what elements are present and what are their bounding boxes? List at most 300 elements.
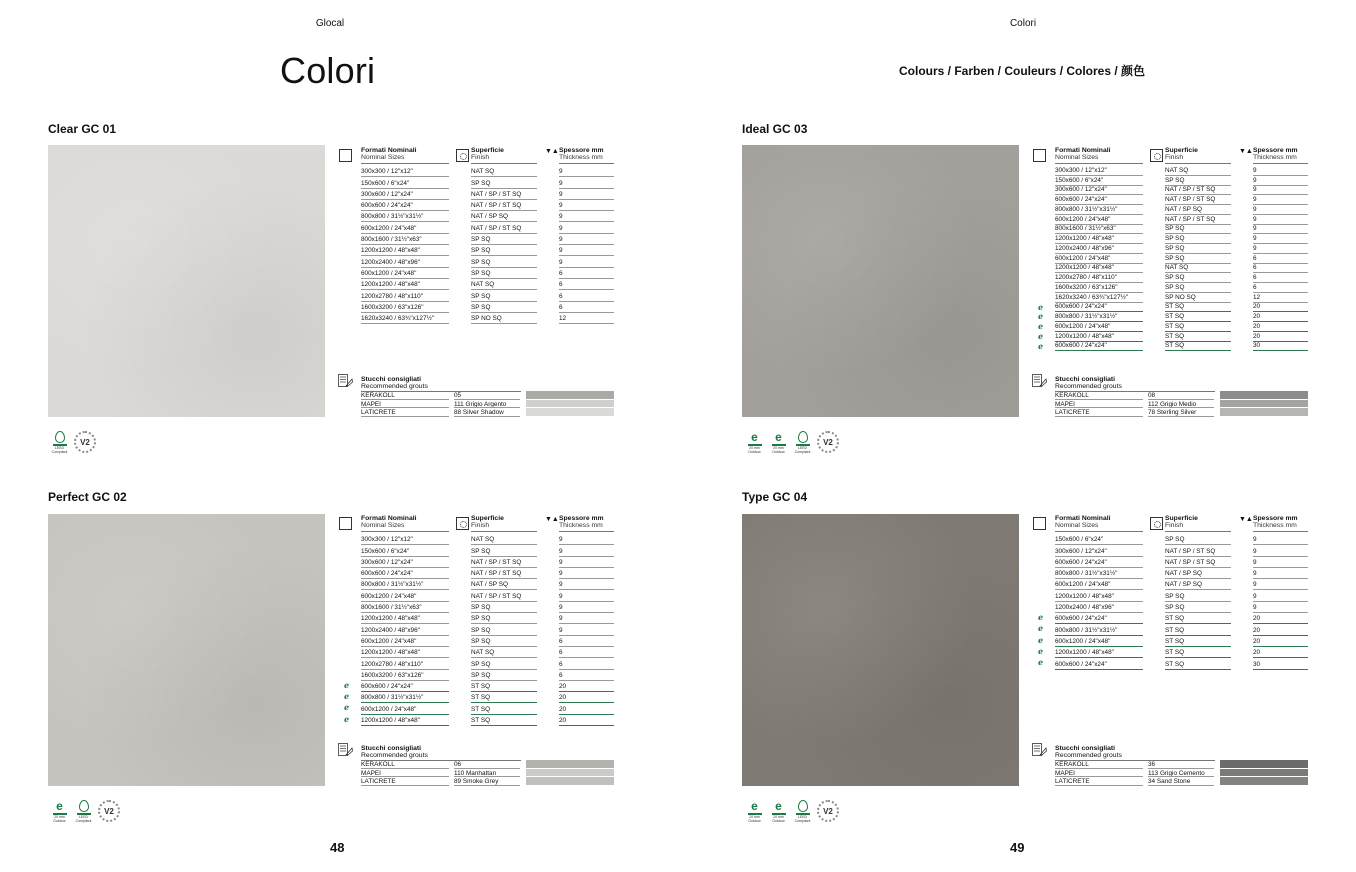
grout-header-it: Stucchi consigliati xyxy=(1055,376,1116,383)
grout-brand: KERAKOLL xyxy=(1055,761,1089,768)
table-row xyxy=(1032,283,1308,293)
cell-size: 1200x2400 / 48"x96" xyxy=(1055,244,1114,252)
cell-thickness: 20 xyxy=(1253,637,1261,645)
table-row xyxy=(1032,312,1308,322)
tile-swatch xyxy=(48,145,325,417)
cell-finish: ST SQ xyxy=(1165,322,1185,330)
grout-code: 89 Smoke Grey xyxy=(454,778,499,786)
cell-finish: SP SQ xyxy=(471,626,491,634)
leed-compliant-icon xyxy=(50,431,69,455)
eco-e-icon: e xyxy=(775,430,782,444)
col-thickness-header-it: Spessore mm xyxy=(1253,515,1298,522)
cell-finish: NAT SQ xyxy=(471,168,495,176)
row-rule xyxy=(559,323,614,324)
cell-size: 600x1200 / 24"x48" xyxy=(1055,637,1111,645)
cell-size: 600x600 / 24"x24" xyxy=(1055,615,1107,623)
cell-thickness: 6 xyxy=(559,660,563,668)
col-thickness-header-it: Spessore mm xyxy=(1253,147,1298,154)
cell-finish: SP SQ xyxy=(1165,592,1185,600)
cell-size: 300x600 / 12"x24" xyxy=(361,190,413,198)
table-row xyxy=(338,534,614,545)
leed-label: LEED Compliant xyxy=(75,814,92,823)
table-row xyxy=(338,166,614,177)
outdoor-label: 20 mm Outdoor xyxy=(772,814,785,823)
table-row xyxy=(1032,254,1308,264)
cell-finish: SP NO SQ xyxy=(471,315,502,323)
table-row xyxy=(338,222,614,233)
size-icon xyxy=(339,517,352,530)
grout-brand: LATICRETE xyxy=(1055,409,1090,417)
outdoor-icon: ℯ xyxy=(1038,331,1044,341)
outdoor-label: 20 mm Outdoor xyxy=(53,814,66,823)
thickness-icon: ▼▲ xyxy=(1239,148,1253,155)
finish-icon xyxy=(456,149,469,162)
v2-badge-icon: V2 xyxy=(817,800,839,822)
cell-thickness: 9 xyxy=(1253,604,1257,612)
grout-code: 06 xyxy=(454,761,462,768)
leaf-icon xyxy=(79,800,89,812)
cell-size: 1600x3200 / 63"x126" xyxy=(361,671,424,679)
leed-label: LEED Compliant xyxy=(794,445,811,454)
grout-brand: MAPEI xyxy=(1055,769,1075,777)
thickness-icon: ▼▲ xyxy=(545,148,559,155)
cell-thickness: 9 xyxy=(559,202,563,210)
cell-finish: NAT SQ xyxy=(1165,264,1189,272)
cell-size: 1600x3200 / 63"x126" xyxy=(1055,283,1118,291)
cell-thickness: 12 xyxy=(559,315,567,323)
certification-badges xyxy=(50,431,96,457)
cell-finish: SP SQ xyxy=(471,637,491,645)
table-row xyxy=(1032,579,1308,590)
table-header xyxy=(1032,516,1308,534)
table-row xyxy=(338,613,614,624)
cell-size: 150x600 / 6"x24" xyxy=(361,179,410,187)
grout-code: 78 Sterling Silver xyxy=(1148,409,1197,417)
cell-thickness: 12 xyxy=(1253,293,1261,301)
cell-finish: SP SQ xyxy=(471,292,491,300)
table-row xyxy=(338,279,614,290)
cell-size: 1600x3200 / 63"x126" xyxy=(361,303,424,311)
row-rule xyxy=(471,725,537,726)
cell-finish: ST SQ xyxy=(471,683,491,691)
table-row xyxy=(338,703,614,714)
cell-size: 800x1600 / 31½"x63" xyxy=(361,236,422,244)
row-rule xyxy=(1055,669,1143,670)
cell-size: 800x800 / 31½"x31½" xyxy=(1055,626,1118,634)
cell-finish: NAT SQ xyxy=(471,281,495,289)
trowel-icon xyxy=(338,374,353,387)
cell-thickness: 9 xyxy=(1253,205,1257,213)
v2-badge-icon: V2 xyxy=(74,431,96,453)
cell-thickness: 6 xyxy=(559,671,563,679)
finish-icon xyxy=(1150,149,1163,162)
cell-thickness: 9 xyxy=(559,558,563,566)
grout-row xyxy=(338,391,614,400)
outdoor-icon: ℯ xyxy=(1038,613,1044,623)
table-row xyxy=(338,681,614,692)
cell-thickness: 9 xyxy=(1253,186,1257,194)
cell-finish: SP SQ xyxy=(471,258,491,266)
formats-table xyxy=(338,516,614,726)
cell-finish: ST SQ xyxy=(471,694,491,702)
grout-row xyxy=(338,400,614,409)
cell-finish: NAT / SP / ST SQ xyxy=(1165,215,1216,223)
cell-size: 300x300 / 12"x12" xyxy=(361,168,413,176)
grout-row xyxy=(338,777,614,786)
col-finish-header-en: Finish xyxy=(1165,155,1231,164)
table-row xyxy=(1032,658,1308,669)
cell-thickness: 6 xyxy=(559,269,563,277)
outdoor-thickness-icon xyxy=(50,800,69,824)
col-thickness-header-en: Thickness mm xyxy=(1253,523,1308,532)
cell-size: 600x1200 / 24"x48" xyxy=(361,637,417,645)
col-size-header xyxy=(361,148,449,164)
formats-table xyxy=(338,148,614,324)
row-rule xyxy=(559,725,614,726)
outdoor-icon: ℯ xyxy=(1038,302,1044,312)
eco-e-icon: e xyxy=(751,430,758,444)
cell-size: 800x800 / 31½"x31½" xyxy=(361,581,424,589)
cell-size: 1200x2400 / 48"x96" xyxy=(1055,604,1114,612)
cell-thickness: 20 xyxy=(559,705,567,713)
grout-header-en: Recommended grouts xyxy=(361,752,521,761)
left-page-number: 48 xyxy=(330,840,345,855)
cell-finish: SP SQ xyxy=(1165,274,1185,281)
grout-header-en: Recommended grouts xyxy=(1055,752,1215,761)
cell-finish: SP SQ xyxy=(1165,536,1185,544)
cell-thickness: 30 xyxy=(1253,342,1261,350)
cell-thickness: 6 xyxy=(1253,264,1257,272)
table-row xyxy=(1032,624,1308,635)
grout-color-swatch xyxy=(1220,777,1308,786)
col-size-header xyxy=(1055,148,1143,164)
row-rule xyxy=(361,725,449,726)
cell-size: 300x300 / 12"x12" xyxy=(361,536,413,544)
col-size-header-en: Nominal Sizes xyxy=(361,155,449,164)
cell-size: 600x600 / 24"x24" xyxy=(1055,342,1107,350)
grout-color-swatch xyxy=(1220,408,1308,417)
cell-finish: NAT SQ xyxy=(1165,166,1189,174)
col-size-header-it: Formati Nominali xyxy=(361,515,417,522)
trowel-icon xyxy=(338,743,353,756)
col-size-header-it: Formati Nominali xyxy=(1055,515,1111,522)
table-row xyxy=(1032,613,1308,624)
row-rule xyxy=(1055,785,1143,786)
cell-size: 300x600 / 12"x24" xyxy=(361,558,413,566)
grout-brand: LATICRETE xyxy=(361,778,396,786)
col-finish-header xyxy=(1165,148,1231,164)
col-finish-header-it: Superficie xyxy=(471,147,504,154)
grout-color-swatch xyxy=(526,400,614,409)
thickness-icon: ▼▲ xyxy=(1239,516,1253,523)
table-row xyxy=(1032,225,1308,235)
cell-thickness: 6 xyxy=(559,303,563,311)
grout-header xyxy=(1032,374,1308,391)
table-row xyxy=(338,647,614,658)
cell-finish: SP SQ xyxy=(471,303,491,311)
thickness-icon: ▼▲ xyxy=(545,516,559,523)
col-size-header-en: Nominal Sizes xyxy=(1055,523,1143,532)
grout-row xyxy=(338,769,614,778)
cell-finish: SP NO SQ xyxy=(1165,293,1196,301)
cell-thickness: 9 xyxy=(559,224,563,232)
cell-finish: SP SQ xyxy=(1165,254,1185,262)
cell-size: 1620x3240 / 63¾"x127½" xyxy=(361,315,435,323)
eco-e-icon: e xyxy=(751,799,758,813)
cell-size: 1200x2780 / 48"x110" xyxy=(361,660,423,668)
row-rule xyxy=(1148,416,1214,417)
grout-header-it: Stucchi consigliati xyxy=(361,745,422,752)
grout-color-swatch xyxy=(1220,391,1308,400)
cell-finish: ST SQ xyxy=(1165,660,1185,668)
trowel-icon xyxy=(1032,374,1047,387)
cell-thickness: 9 xyxy=(559,236,563,244)
cell-finish: NAT / SP / ST SQ xyxy=(471,592,522,600)
table-row xyxy=(338,602,614,613)
col-size-header xyxy=(1055,516,1143,532)
outdoor-icon: ℯ xyxy=(1038,312,1044,322)
leed-label: LEED Compliant xyxy=(51,445,68,454)
row-rule xyxy=(454,416,520,417)
leed-compliant-icon xyxy=(793,800,812,824)
table-row xyxy=(1032,534,1308,545)
cell-thickness: 9 xyxy=(559,615,563,623)
table-row xyxy=(338,670,614,681)
table-row xyxy=(1032,303,1308,313)
cell-finish: SP SQ xyxy=(471,179,491,187)
outdoor-icon: ℯ xyxy=(1038,341,1044,351)
cell-thickness: 20 xyxy=(1253,615,1261,623)
col-thickness-header-it: Spessore mm xyxy=(559,147,604,154)
cell-finish: NAT / SP / ST SQ xyxy=(471,190,522,198)
cell-thickness: 9 xyxy=(1253,558,1257,566)
outdoor-label: 20 mm Outdoor xyxy=(748,814,761,823)
cell-finish: NAT / SP SQ xyxy=(1165,205,1202,213)
outdoor-thickness-icon xyxy=(769,800,788,824)
table-row xyxy=(1032,342,1308,352)
outdoor-label: 20 mm Outdoor xyxy=(772,445,785,454)
cell-thickness: 9 xyxy=(559,581,563,589)
col-thickness-header-it: Spessore mm xyxy=(559,515,604,522)
grout-header xyxy=(1032,743,1308,760)
cell-finish: SP SQ xyxy=(1165,235,1185,242)
grout-code: 08 xyxy=(1148,392,1156,399)
cell-thickness: 9 xyxy=(559,547,563,555)
cell-finish: SP SQ xyxy=(471,671,491,679)
cell-finish: ST SQ xyxy=(1165,313,1185,320)
grout-header-en: Recommended grouts xyxy=(1055,383,1215,392)
outdoor-icon: ℯ xyxy=(1038,646,1044,656)
row-rule xyxy=(1165,350,1231,351)
table-row xyxy=(338,302,614,313)
leaf-icon xyxy=(55,431,65,443)
table-row xyxy=(338,290,614,301)
cell-finish: NAT / SP SQ xyxy=(471,581,508,589)
cell-thickness: 9 xyxy=(559,592,563,600)
cell-thickness: 9 xyxy=(559,604,563,612)
cell-finish: NAT SQ xyxy=(471,649,495,657)
row-rule xyxy=(1055,416,1143,417)
table-row xyxy=(338,590,614,601)
table-row xyxy=(338,189,614,200)
cell-thickness: 9 xyxy=(1253,225,1257,233)
outdoor-thickness-icon xyxy=(745,800,764,824)
cell-size: 600x1200 / 24"x48" xyxy=(1055,322,1111,330)
cell-thickness: 20 xyxy=(1253,322,1261,330)
cell-finish: ST SQ xyxy=(1165,332,1185,340)
grout-color-swatch xyxy=(1220,400,1308,409)
cell-size: 600x600 / 24"x24" xyxy=(1055,660,1107,668)
cell-thickness: 9 xyxy=(1253,592,1257,600)
cell-finish: NAT / SP / ST SQ xyxy=(1165,196,1216,203)
cell-size: 600x600 / 24"x24" xyxy=(1055,558,1107,566)
cell-thickness: 9 xyxy=(559,190,563,198)
row-rule xyxy=(1055,350,1143,351)
grout-row xyxy=(338,760,614,769)
outdoor-icon: ℯ xyxy=(1038,322,1044,331)
table-header xyxy=(1032,148,1308,166)
cell-thickness: 9 xyxy=(559,179,563,187)
left-running-header: Glocal xyxy=(315,18,345,29)
table-row xyxy=(338,177,614,188)
grout-row xyxy=(1032,391,1308,400)
grout-code: 88 Silver Shadow xyxy=(454,409,504,417)
cell-thickness: 9 xyxy=(1253,215,1257,223)
cell-thickness: 20 xyxy=(1253,626,1261,634)
cell-thickness: 9 xyxy=(1253,176,1257,184)
cell-thickness: 30 xyxy=(1253,660,1261,668)
cell-size: 800x800 / 31½"x31½" xyxy=(1055,205,1118,213)
cell-finish: ST SQ xyxy=(1165,303,1185,311)
grout-brand: MAPEI xyxy=(361,769,381,777)
table-row xyxy=(1032,234,1308,244)
cell-thickness: 9 xyxy=(1253,536,1257,544)
right-page-title: Colours / Farben / Couleurs / Colores / 颜色 xyxy=(899,64,1146,78)
grout-code: 113 Grigio Cemento xyxy=(1148,769,1205,777)
cell-size: 800x800 / 31½"x31½" xyxy=(361,213,424,221)
cell-size: 150x600 / 6"x24" xyxy=(361,547,410,555)
grout-row xyxy=(1032,408,1308,417)
cell-size: 1200x1200 / 48"x48" xyxy=(1055,332,1114,340)
cell-size: 1200x2780 / 48"x110" xyxy=(1055,274,1117,281)
cell-thickness: 20 xyxy=(559,694,567,702)
col-finish-header-it: Superficie xyxy=(1165,147,1198,154)
cell-size: 1200x1200 / 48"x48" xyxy=(1055,592,1114,600)
recommended-grouts xyxy=(338,743,614,786)
cell-size: 600x1200 / 24"x48" xyxy=(1055,254,1111,262)
outdoor-icon: ℯ xyxy=(1038,658,1044,668)
cell-thickness: 9 xyxy=(559,247,563,255)
table-row xyxy=(338,268,614,279)
col-finish-header xyxy=(471,148,537,164)
table-row xyxy=(338,557,614,568)
cell-finish: NAT / SP SQ xyxy=(471,213,508,221)
cell-finish: SP SQ xyxy=(471,247,491,255)
table-row xyxy=(338,579,614,590)
table-row xyxy=(1032,186,1308,196)
cell-thickness: 6 xyxy=(559,292,563,300)
grout-brand: KERAKOLL xyxy=(1055,392,1089,399)
grout-row xyxy=(1032,760,1308,769)
table-row xyxy=(1032,332,1308,342)
cell-finish: SP SQ xyxy=(1165,225,1185,233)
table-row xyxy=(338,658,614,669)
row-rule xyxy=(1253,669,1308,670)
table-row xyxy=(338,200,614,211)
grout-color-swatch xyxy=(1220,760,1308,769)
cell-thickness: 9 xyxy=(1253,235,1257,242)
tile-swatch xyxy=(48,514,325,786)
grout-code: 112 Grigio Medio xyxy=(1148,400,1197,408)
cell-size: 1620x3240 / 63¾"x127½" xyxy=(1055,293,1129,301)
cell-size: 800x1600 / 31½"x63" xyxy=(361,604,422,612)
grout-code: 34 Sand Stone xyxy=(1148,778,1191,786)
cell-size: 600x600 / 24"x24" xyxy=(1055,196,1107,203)
cell-finish: ST SQ xyxy=(1165,342,1185,350)
cell-size: 1200x2400 / 48"x96" xyxy=(361,258,420,266)
grout-code: 110 Manhattan xyxy=(454,769,497,777)
table-row xyxy=(338,545,614,556)
table-row xyxy=(1032,176,1308,186)
outdoor-thickness-icon xyxy=(745,431,764,455)
col-thickness-header xyxy=(559,148,614,164)
outdoor-icon: ℯ xyxy=(1038,635,1044,645)
grout-color-swatch xyxy=(1220,769,1308,778)
right-running-header: Colori xyxy=(1009,18,1037,29)
grout-color-swatch xyxy=(526,391,614,400)
cell-finish: NAT / SP SQ xyxy=(1165,570,1202,578)
outdoor-label: 20 mm Outdoor xyxy=(748,445,761,454)
finish-icon xyxy=(456,517,469,530)
col-finish-header-en: Finish xyxy=(471,155,537,164)
cell-thickness: 9 xyxy=(559,213,563,221)
table-row xyxy=(338,715,614,726)
v2-badge-icon: V2 xyxy=(817,431,839,453)
formats-table xyxy=(1032,148,1308,351)
cell-size: 600x600 / 24"x24" xyxy=(361,570,413,578)
table-row xyxy=(338,234,614,245)
table-row xyxy=(338,624,614,635)
cell-thickness: 9 xyxy=(559,168,563,176)
table-row xyxy=(1032,273,1308,283)
grout-color-swatch xyxy=(526,777,614,786)
table-row xyxy=(1032,322,1308,332)
cell-finish: NAT / SP / ST SQ xyxy=(1165,558,1216,566)
cell-thickness: 9 xyxy=(1253,244,1257,252)
cell-size: 600x1200 / 24"x48" xyxy=(361,705,417,713)
product-name: Type GC 04 xyxy=(742,490,808,504)
col-finish-header-en: Finish xyxy=(1165,523,1231,532)
leed-label: LEED Compliant xyxy=(794,814,811,823)
col-size-header-en: Nominal Sizes xyxy=(1055,155,1143,164)
cell-size: 800x800 / 31½"x31½" xyxy=(1055,570,1118,578)
product-name: Perfect GC 02 xyxy=(48,490,127,504)
cell-thickness: 6 xyxy=(559,637,563,645)
grout-header-it: Stucchi consigliati xyxy=(1055,745,1116,752)
cell-finish: NAT / SP / ST SQ xyxy=(471,570,522,578)
col-size-header-it: Formati Nominali xyxy=(1055,147,1111,154)
cell-size: 1200x1200 / 48"x48" xyxy=(361,649,420,657)
cell-size: 600x600 / 24"x24" xyxy=(1055,303,1107,311)
grout-code: 36 xyxy=(1148,761,1156,768)
row-rule xyxy=(1253,350,1308,351)
cell-thickness: 9 xyxy=(1253,547,1257,555)
col-finish-header xyxy=(471,516,537,532)
product-name: Ideal GC 03 xyxy=(742,122,808,136)
left-page-title: Colori xyxy=(280,50,376,91)
col-thickness-header-en: Thickness mm xyxy=(559,523,614,532)
table-row xyxy=(1032,636,1308,647)
